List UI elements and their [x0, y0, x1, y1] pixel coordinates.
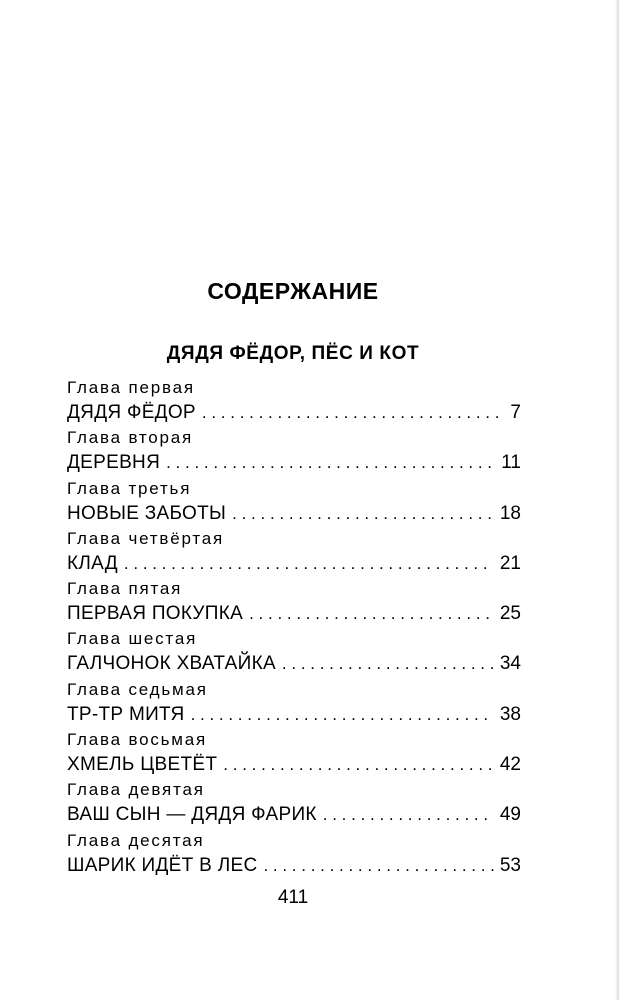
page-ref: 7 — [510, 402, 521, 423]
toc-row[interactable] — [67, 501, 521, 527]
chapter-label: Глава седьмая — [67, 679, 208, 699]
chapter-title: ТР-ТР МИТЯ — [67, 703, 185, 725]
toc-entry — [67, 829, 521, 879]
dot-leader — [202, 400, 505, 426]
toc-row[interactable] — [67, 802, 521, 828]
page-ref: 21 — [499, 552, 521, 574]
chapter-label: Глава восьмая — [67, 730, 208, 750]
dot-leader — [282, 651, 494, 677]
toc-entry — [67, 577, 521, 627]
dot-leader — [191, 702, 494, 728]
toc-entry — [67, 426, 521, 476]
dot-leader — [223, 752, 494, 778]
page-ref: 38 — [499, 703, 521, 725]
chapter-title: ПЕРВАЯ ПОКУПКА — [67, 603, 244, 625]
page-number: 411 — [277, 887, 309, 908]
chapter-label: Глава шестая — [67, 629, 198, 649]
toc-row[interactable] — [67, 601, 521, 627]
toc-row[interactable] — [67, 702, 521, 728]
toc-row[interactable] — [67, 400, 521, 426]
section-title: ДЯДЯ ФЁДОР, ПЁС И КОТ — [166, 343, 420, 364]
chapter-label: Глава вторая — [67, 428, 194, 448]
chapter-label: Глава первая — [67, 378, 195, 397]
page-ref: 42 — [499, 754, 521, 776]
chapter-title: ШАРИК ИДЁТ В ЛЕС — [67, 854, 258, 876]
chapter-title: КЛАД — [67, 552, 118, 574]
chapter-label: Глава девятая — [67, 780, 205, 800]
toc-row[interactable] — [67, 450, 521, 476]
toc-entry — [67, 477, 521, 527]
toc-entry — [67, 376, 521, 426]
page-ref: 53 — [499, 854, 521, 876]
page-title: СОДЕРЖАНИЕ — [207, 278, 379, 304]
dot-leader — [232, 501, 494, 527]
dot-leader — [323, 802, 494, 828]
chapter-label: Глава четвёртая — [67, 528, 224, 548]
page-ref: 49 — [499, 804, 521, 826]
chapter-label: Глава десятая — [67, 830, 205, 850]
dot-leader — [249, 601, 494, 627]
chapter-title: НОВЫЕ ЗАБОТЫ — [67, 502, 227, 524]
toc-row[interactable] — [67, 853, 521, 879]
dot-leader — [124, 551, 494, 577]
toc-row[interactable] — [67, 752, 521, 778]
page-edge — [615, 0, 619, 1000]
chapter-title: ГАЛЧОНОК ХВАТАЙКА — [67, 653, 276, 675]
toc-entry — [67, 728, 521, 778]
table-of-contents — [67, 376, 521, 879]
toc-row[interactable] — [67, 651, 521, 677]
dot-leader — [263, 853, 493, 879]
toc-entry — [67, 627, 521, 677]
toc-row[interactable] — [67, 551, 521, 577]
chapter-title: ВАШ СЫН — ДЯДЯ ФАРИК — [67, 804, 317, 826]
toc-entry — [67, 678, 521, 728]
dot-leader — [166, 450, 495, 476]
toc-entry — [67, 778, 521, 828]
chapter-title: ДЕРЕВНЯ — [67, 452, 161, 474]
chapter-title: ХМЕЛЬ ЦВЕТЁТ — [67, 754, 218, 776]
toc-entry — [67, 527, 521, 577]
page-ref: 11 — [501, 452, 521, 474]
page-ref: 34 — [499, 653, 521, 675]
chapter-label: Глава третья — [67, 478, 192, 498]
chapter-title: ДЯДЯ ФЁДОР — [67, 402, 196, 423]
page-ref: 18 — [499, 502, 521, 524]
chapter-label: Глава пятая — [67, 579, 183, 599]
page-ref: 25 — [499, 603, 521, 625]
